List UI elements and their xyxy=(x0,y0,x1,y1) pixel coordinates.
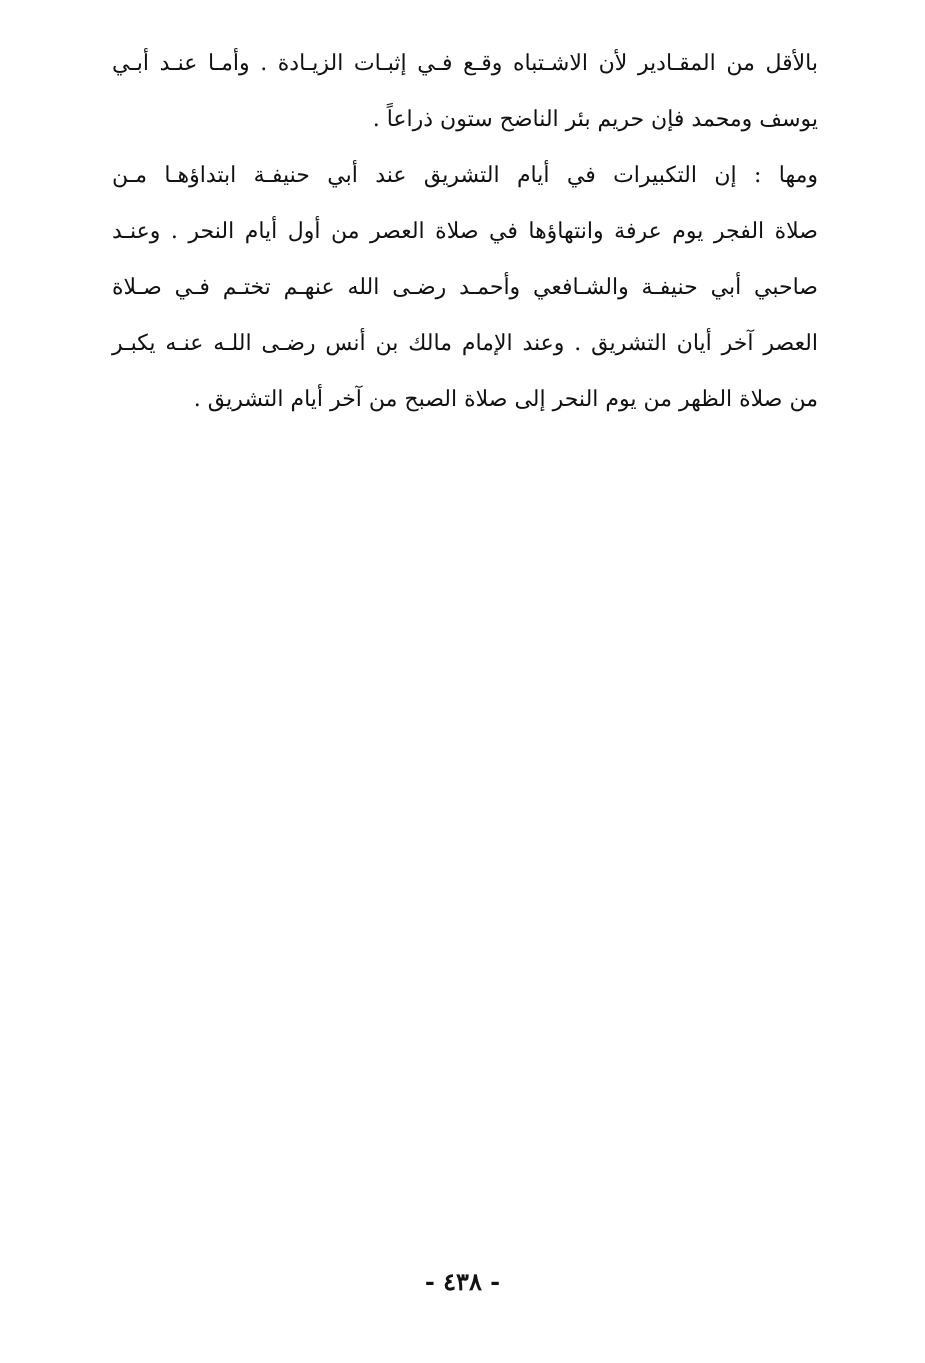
text-line-6: العصر آخر أيان التشريق . وعند الإمام مالك بن أنس رضـى اللـه عنـه يكبـر xyxy=(112,331,818,356)
page-number: - ٤٣٨ - xyxy=(424,1267,501,1296)
text-line-7: من صلاة الظهر من يوم النحر إلى صلاة الصبح من آخر أيام التشريق . xyxy=(193,387,818,412)
text-line-4: صلاة الفجر يوم عرفة وانتهاؤها في صلاة العصر من أول أيام النحر . وعنـد xyxy=(112,219,818,244)
text-line-5: صاحبي أبي حنيفـة والشـافعي وأحمـد رضـى الله عنهـم تختـم فـي صـلاة xyxy=(112,275,818,300)
body-text xyxy=(112,36,818,428)
text-line-3: ومها : إن التكبيرات في أيام التشريق عند أبي حنيفـة ابتداؤهـا مـن xyxy=(112,163,818,188)
text-line-1: بالأقل من المقـادير لأن الاشـتباه وقـع فـي إثبـات الزيـادة . وأمـا عنـد أبـي xyxy=(112,51,818,76)
text-line-2: يوسف ومحمد فإن حريم بئر الناضح ستون ذراعاً . xyxy=(372,107,818,132)
